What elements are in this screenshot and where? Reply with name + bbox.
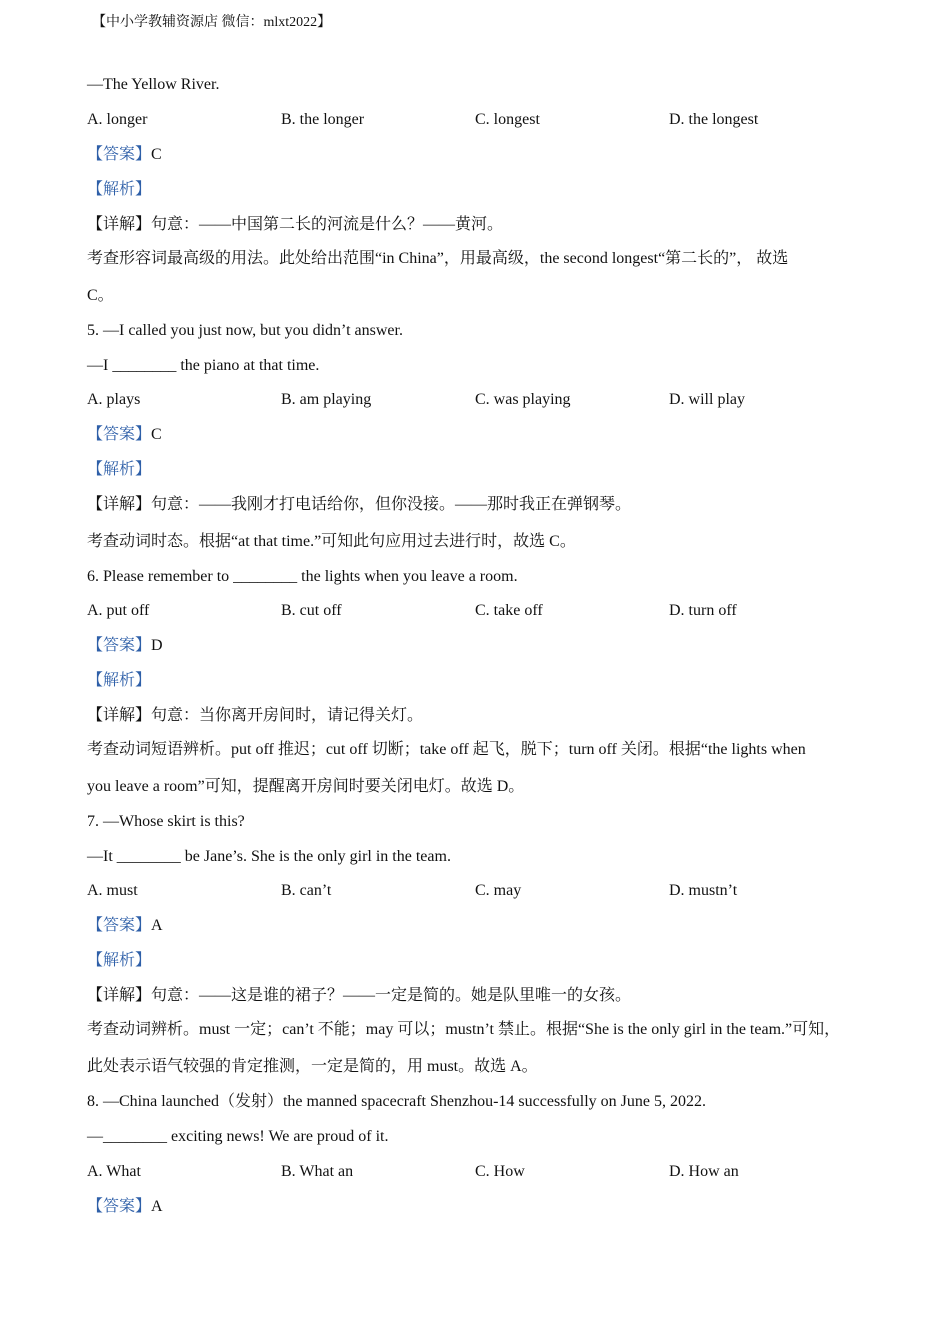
q4-option-c: C. longest (475, 111, 540, 128)
answer-value: A (151, 917, 163, 934)
q4-option-d: D. the longest (669, 111, 759, 128)
q8-option-d: D. How an (669, 1163, 739, 1180)
q7-option-c: C. may (475, 882, 522, 899)
q4-detail: 【详解】句意：——中国第二长的河流是什么？——黄河。 (87, 216, 504, 233)
q5-explain: 考查动词时态。根据“at that time.”可知此句应用过去进行时，故选 C。 (87, 533, 576, 550)
q7-explain: 考查动词辨析。must 一定；can’t 不能；may 可以；mustn’t 禁止。根据“She is the only girl in the team.”可知， (87, 1021, 841, 1038)
q8-stem: 8. —China launched（发射）the manned spacecraft Shenzhou-14 successfully on June 5, 2022. (87, 1093, 706, 1110)
answer-tag: 【答案】 (87, 1198, 152, 1215)
answer-value: A (151, 1198, 163, 1215)
q5-option-b: B. am playing (281, 391, 372, 408)
answer-tag: 【答案】 (87, 637, 152, 654)
answer-tag: 【答案】 (87, 146, 152, 163)
q6-explain: 考查动词短语辨析。put off 推迟；cut off 切断；take off 起飞，脱下；turn off 关闭。根据“the lights when (87, 741, 806, 758)
q4-option-a: A. longer (87, 111, 148, 128)
q5-option-d: D. will play (669, 391, 745, 408)
q8-option-b: B. What an (281, 1163, 354, 1180)
q8-answer (87, 1196, 163, 1218)
q7-stem: 7. —Whose skirt is this? (87, 813, 245, 830)
answer-value: C (151, 146, 162, 163)
q7-option-d: D. mustn’t (669, 882, 738, 899)
q5-analysis-tag: 【解析】 (87, 461, 152, 478)
q5-detail: 【详解】句意：——我刚才打电话给你，但你没接。——那时我正在弹钢琴。 (87, 496, 632, 513)
q6-explain-cont: you leave a room”可知，提醒离开房间时要关闭电灯。故选 D。 (87, 778, 525, 795)
q7-option-b: B. can’t (281, 882, 332, 899)
q7-explain-cont: 此处表示语气较强的肯定推测，一定是简的，用 must。故选 A。 (87, 1058, 538, 1075)
q6-detail: 【详解】句意：当你离开房间时，请记得关灯。 (87, 707, 424, 724)
q7-analysis-tag: 【解析】 (87, 952, 152, 969)
q5-reply: —I ________ the piano at that time. (87, 357, 320, 374)
q5-option-c: C. was playing (475, 391, 571, 408)
q5-answer (87, 424, 162, 446)
q7-reply: —It ________ be Jane’s. She is the only girl in the team. (87, 848, 451, 865)
q6-option-a: A. put off (87, 602, 150, 619)
q4-explain: 考查形容词最高级的用法。此处给出范围“in China”，用最高级，the second longest“第二长的”， 故选 (87, 250, 789, 267)
answer-tag: 【答案】 (87, 917, 152, 934)
q6-answer (87, 635, 163, 657)
q4-answer (87, 144, 162, 166)
q4-analysis-tag: 【解析】 (87, 181, 152, 198)
answer-value: C (151, 426, 162, 443)
q8-reply: —________ exciting news! We are proud of it. (87, 1128, 389, 1145)
q6-option-c: C. take off (475, 602, 543, 619)
q7-answer (87, 915, 163, 937)
answer-tag: 【答案】 (87, 426, 152, 443)
q8-option-a: A. What (87, 1163, 141, 1180)
q6-option-d: D. turn off (669, 602, 737, 619)
page-header: 【中小学教辅资源店 微信：mlxt2022】 (92, 15, 332, 30)
q4-answer-line: —The Yellow River. (87, 76, 220, 93)
q6-analysis-tag: 【解析】 (87, 672, 152, 689)
answer-value: D (151, 637, 163, 654)
q6-option-b: B. cut off (281, 602, 342, 619)
q8-option-c: C. How (475, 1163, 525, 1180)
q5-stem: 5. —I called you just now, but you didn’t answer. (87, 322, 403, 339)
q5-option-a: A. plays (87, 391, 141, 408)
q4-explain-cont: C。 (87, 287, 114, 304)
q7-detail: 【详解】句意：——这是谁的裙子？——一定是简的。她是队里唯一的女孩。 (87, 987, 632, 1004)
q4-option-b: B. the longer (281, 111, 365, 128)
q7-option-a: A. must (87, 882, 138, 899)
q6-stem: 6. Please remember to ________ the lights when you leave a room. (87, 568, 518, 585)
